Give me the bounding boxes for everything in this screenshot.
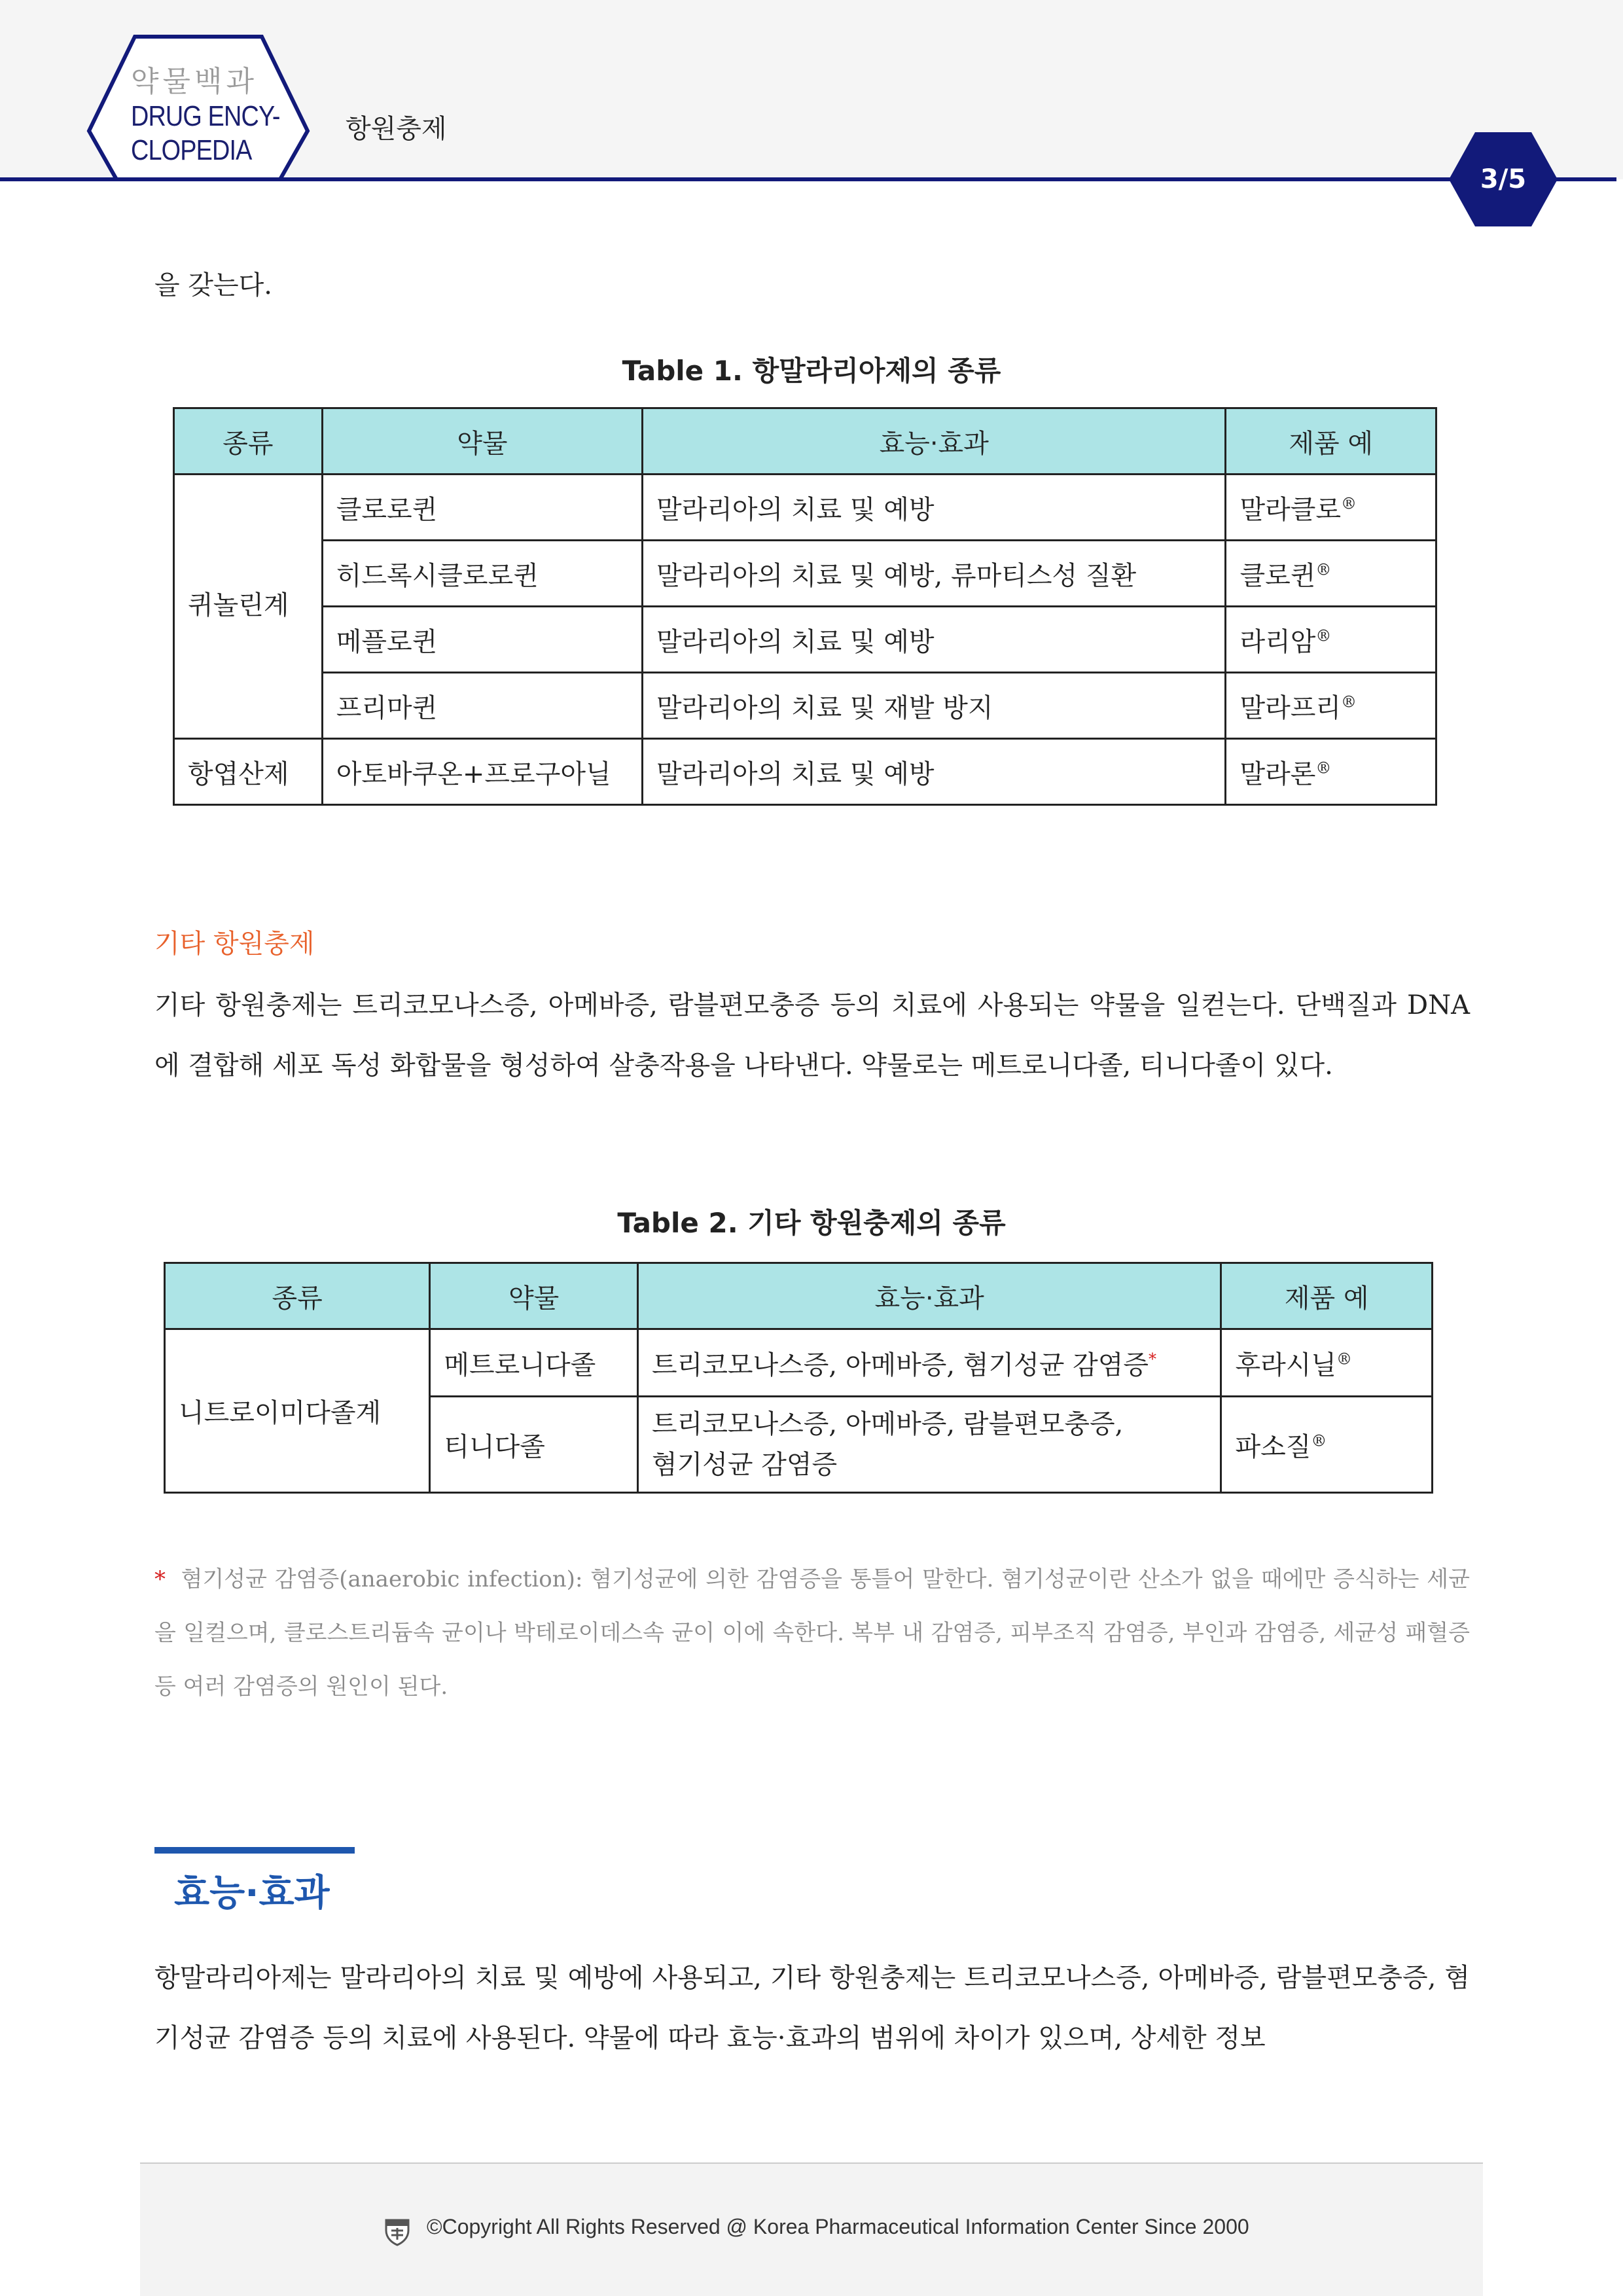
footnote-marker: * [1149,1350,1157,1369]
table2-effect [637,1397,1221,1493]
kpic-crest-icon [382,2216,412,2246]
footnote [154,1552,1470,1713]
table-row [174,475,1436,541]
section-heading-efficacy: 효능·효과 [174,1872,330,1914]
table1-header-type: 종류 [174,408,323,475]
section-heading-bar [154,1847,355,1854]
logo-english-line2: CLOPEDIA [131,134,252,166]
product-name: 후라시닐 [1235,1350,1336,1380]
table2-header-drug: 약물 [430,1263,638,1329]
table2-product [1221,1329,1433,1397]
table2-header-effect: 효능·효과 [637,1263,1221,1329]
table-row [174,673,1436,739]
section-efficacy-text: 항말라리아제는 말라리아의 치료 및 예방에 사용되고, 기타 항원충제는 트리코모나스증, 아메바증, 람블편모충증, 혐기성균 감염증 등의 치료에 사용된다. 약물에 따라 효능·효과의 범위에 차이가 있으며, 상세한 정보 [154,1963,1470,2053]
table1-group-quinoline: 퀴놀린계 [174,475,323,739]
table1-product [1226,607,1436,673]
table1-header-effect: 효능·효과 [642,408,1225,475]
table1-product [1226,739,1436,805]
effect-line1: 트리코모나스증, 아메바증, 람블편모충증, [651,1409,1124,1439]
section-other-text: 기타 항원충제는 트리코모나스증, 아메바증, 람블편모충증 등의 치료에 사용되는 약물을 일컫는다. 단백질과 DNA에 결합해 세포 독성 화합물을 형성하여 살충작용을 나타낸다. 약물로는 메트로니다졸, 티니다졸이 있다. [154,990,1470,1081]
table-row [174,541,1436,607]
product-name: 말라클로 [1240,494,1341,525]
header-rule [0,177,1616,181]
table-row [174,607,1436,673]
table2-header-product: 제품 예 [1221,1263,1433,1329]
logo[interactable] [131,64,308,168]
table1-product [1226,673,1436,739]
table2-drug: 티니다졸 [430,1397,638,1493]
section-heading-other: 기타 항원충제 [154,929,315,959]
table1-group-antifolate: 항엽산제 [174,739,323,805]
table1-drug: 클로로퀸 [322,475,642,541]
registered-mark: ® [1336,1350,1352,1369]
table1-header-product: 제품 예 [1226,408,1436,475]
table2-caption: Table 2. 기타 항원충제의 종류 [617,1207,1006,1239]
product-name: 라리암 [1240,626,1316,657]
table1-effect: 말라리아의 치료 및 예방, 류마티스성 질환 [642,541,1225,607]
table2-drug: 메트로니다졸 [430,1329,638,1397]
table-row [174,739,1436,805]
footnote-star: * [154,1566,166,1592]
table1-effect: 말라리아의 치료 및 예방 [642,607,1225,673]
header-title: 항원충제 [346,114,447,144]
table1-effect: 말라리아의 치료 및 예방 [642,739,1225,805]
footer-rule [140,2162,1483,2164]
table1-effect: 말라리아의 치료 및 예방 [642,475,1225,541]
table2 [164,1262,1433,1494]
logo-korean: 약물백과 [131,65,259,98]
product-name: 파소질 [1235,1431,1311,1462]
product-name: 말라론 [1240,759,1316,789]
table2-header-type: 종류 [165,1263,430,1329]
table1-drug: 히드록시클로로퀸 [322,541,642,607]
table1-drug: 프리마퀸 [322,673,642,739]
table1-header-drug: 약물 [322,408,642,475]
table2-group-nitroimidazole: 니트로이미다졸계 [165,1329,430,1493]
effect-text: 트리코모나스증, 아메바증, 혐기성균 감염증 [651,1350,1149,1380]
table1-header-row [174,408,1436,475]
table2-product [1221,1397,1433,1493]
page-number: 3/5 [1480,164,1527,194]
registered-mark: ® [1315,626,1332,645]
footer-copyright: ©Copyright All Rights Reserved @ Korea Pharmaceutical Information Center Since 2000 [427,2215,1249,2238]
intro-text: 을 갖는다. [154,270,272,300]
table-row [165,1329,1433,1397]
table1-caption: Table 1. 항말라리아제의 종류 [622,355,1001,387]
table1-drug: 메플로퀸 [322,607,642,673]
registered-mark: ® [1341,494,1357,513]
product-name: 말라프리 [1240,692,1341,723]
table2-header-row [165,1263,1433,1329]
registered-mark: ® [1315,759,1332,778]
footnote-text: 혐기성균 감염증(anaerobic infection): 혐기성균에 의한 감염증을 통틀어 말한다. 혐기성균이란 산소가 없을 때에만 증식하는 세균을 일컬으며, 클로스트리듐속 균이나 박테로이데스속 균이 이에 속한다. 복부 내 감염증, 피부조직 감염증, 부인과 감염증, 세균성 패혈증 등 여러 감염증의 원인이 된다. [154,1566,1470,1700]
registered-mark: ® [1341,692,1357,711]
registered-mark: ® [1315,560,1332,579]
table1-effect: 말라리아의 치료 및 재발 방지 [642,673,1225,739]
registered-mark: ® [1311,1431,1327,1450]
effect-line2: 혐기성균 감염증 [651,1450,838,1480]
table1-drug: 아토바쿠온+프로구아닐 [322,739,642,805]
logo-english-line1: DRUG ENCY- [131,100,280,132]
table1-product [1226,541,1436,607]
table2-effect [637,1329,1221,1397]
table1 [173,407,1437,806]
table1-product [1226,475,1436,541]
product-name: 클로퀸 [1240,560,1316,591]
